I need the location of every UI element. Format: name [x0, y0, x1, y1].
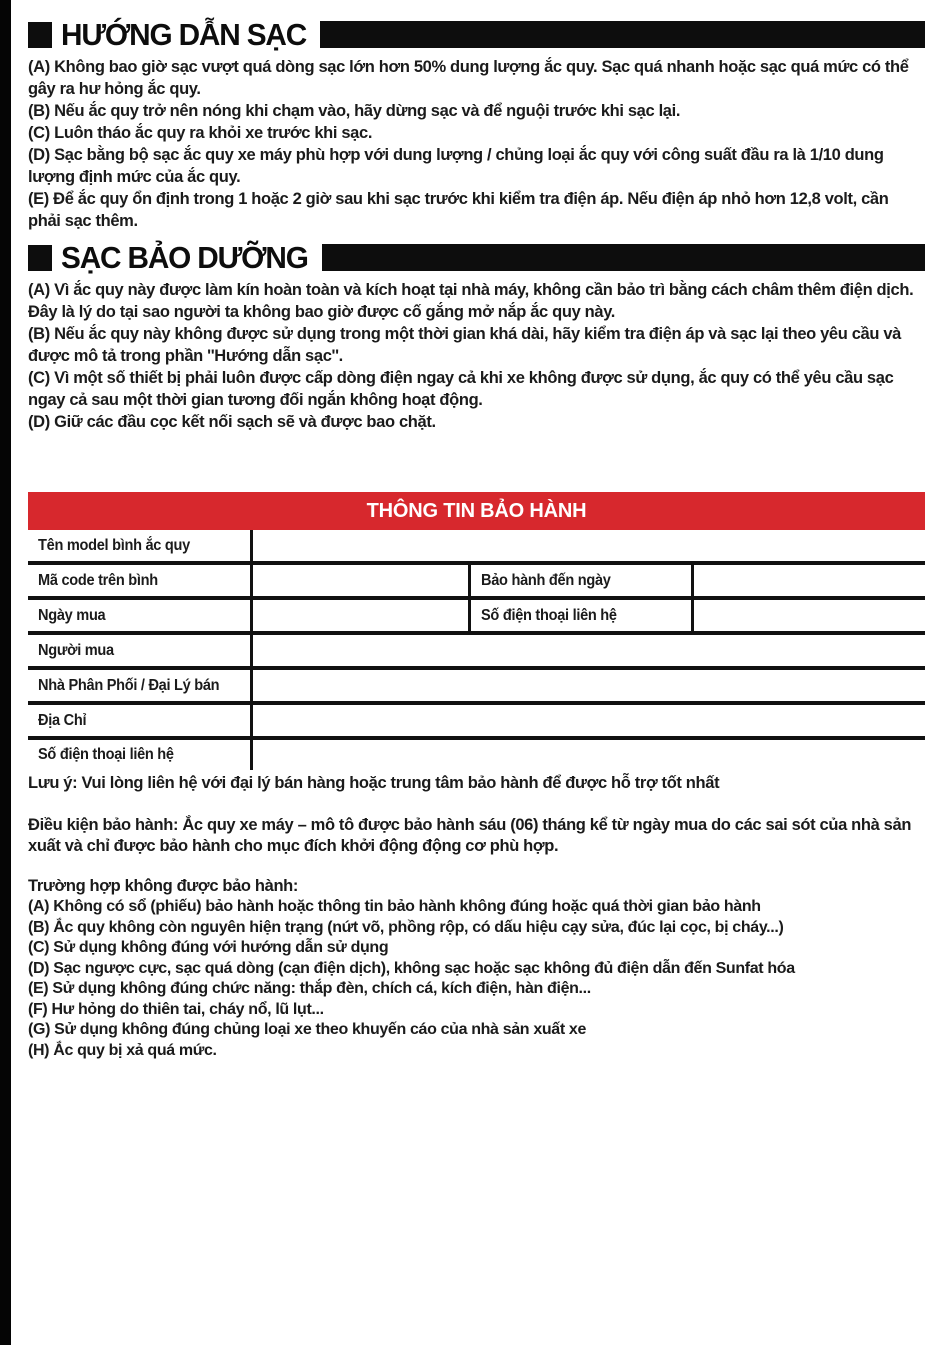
table-label-purchase-date: Ngày mua: [28, 600, 253, 631]
table-value-address: [253, 705, 925, 736]
paragraph-b: (B) Nếu ắc quy này không được sử dụng trong một thời gian khá dài, hãy kiểm tra điện áp và sạc lại theo yêu cầu và được mô tả trong phần ''Hướng dẫn sạc''.: [28, 325, 901, 365]
section-title-maintenance: SẠC BẢO DƯỠNG: [61, 240, 308, 275]
black-square-bullet-icon: [28, 22, 52, 48]
exclusions-list: [28, 897, 925, 1061]
paragraph-d: (D) Giữ các đầu cọc kết nối sạch sẽ và được bao chặt.: [28, 413, 436, 431]
table-label-model: Tên model bình ắc quy: [28, 530, 253, 561]
table-row-phone: [28, 740, 925, 770]
warranty-info-table: [28, 492, 925, 770]
table-row-code: [28, 565, 925, 600]
table-label-code: Mã code trên bình: [28, 565, 253, 596]
table-value-distributor: [253, 670, 925, 701]
table-row-purchase-date: [28, 600, 925, 635]
exclusion-item-d: (D) Sạc ngược cực, sạc quá dòng (cạn điện dịch), không sạc hoặc sạc không đủ điện dẫn đến Sunfat hóa: [28, 959, 795, 977]
exclusion-item-e: (E) Sử dụng không đúng chức năng: thắp đèn, chích cá, kích điện, hàn điện...: [28, 980, 591, 997]
scan-edge-strip: [0, 0, 11, 1345]
table-value-purchase-date: [253, 600, 471, 631]
black-square-bullet-icon: [28, 245, 52, 271]
exclusion-item-b: (B) Ắc quy không còn nguyên hiện trạng (nứt võ, phồng rộp, có dấu hiệu cạy sửa, đúc lại cọc, bị cháy...): [28, 918, 784, 936]
table-value-buyer: [253, 635, 925, 666]
maintenance-paragraphs: [28, 279, 925, 433]
exclusion-item-h: (H) Ắc quy bị xả quá mức.: [28, 1041, 217, 1059]
table-label-buyer: Người mua: [28, 635, 253, 666]
section-header-charging: [28, 17, 925, 52]
table-value-warranty-until: [694, 565, 925, 596]
table-label-contact-phone: Số điện thoại liên hệ: [471, 600, 694, 631]
warranty-table-header: THÔNG TIN BẢO HÀNH: [28, 492, 925, 530]
paragraph-c: (C) Luôn tháo ắc quy ra khỏi xe trước khi sạc.: [28, 124, 373, 142]
paragraph-a: (A) Vì ắc quy này được làm kín hoàn toàn và kích hoạt tại nhà máy, không cần bảo trì bằng cách châm thêm điện dịch. Đây là lý do tại sao người ta không bao giờ được cố gắng mở nắp ắc quy này.: [28, 281, 914, 321]
paragraph-d: (D) Sạc bằng bộ sạc ắc quy xe máy phù hợp với dung lượng / chủng loại ắc quy với công suất đầu ra là 1/10 dung lượng định mức của ắc quy.: [28, 146, 884, 186]
table-label-warranty-until: Bảo hành đến ngày: [471, 565, 694, 596]
charging-paragraphs: [28, 56, 925, 232]
table-value-phone: [253, 740, 925, 770]
exclusion-item-f: (F) Hư hỏng do thiên tai, cháy nổ, lũ lụt...: [28, 1000, 324, 1018]
section-header-maintenance: [28, 240, 925, 275]
section-title-charging: HƯỚNG DẪN SẠC: [61, 17, 307, 52]
exclusion-item-a: (A) Không có sổ (phiếu) bảo hành hoặc thông tin bảo hành không đúng hoặc quá thời gian bảo hành: [28, 898, 761, 915]
table-value-contact-phone: [694, 600, 925, 631]
section-maintenance-charging: [28, 240, 925, 433]
exclusions-title: Trường hợp không được bảo hành:: [28, 877, 299, 895]
table-label-address: Địa Chỉ: [28, 705, 253, 736]
exclusion-item-c: (C) Sử dụng không đúng với hướng dẫn sử dụng: [28, 939, 389, 956]
header-rule-bar: [322, 244, 925, 271]
exclusion-item-g: (G) Sử dụng không đúng chủng loại xe theo khuyến cáo của nhà sản xuất xe: [28, 1021, 587, 1038]
table-row-distributor: [28, 670, 925, 705]
table-label-distributor: Nhà Phân Phối / Đại Lý bán: [28, 670, 253, 701]
paragraph-a: (A) Không bao giờ sạc vượt quá dòng sạc lớn hơn 50% dung lượng ắc quy. Sạc quá nhanh hoặc sạc quá mức có thể gây ra hư hỏng ắc quy.: [28, 58, 909, 98]
table-row-address: [28, 705, 925, 740]
paragraph-b: (B) Nếu ắc quy trở nên nóng khi chạm vào, hãy dừng sạc và để nguội trước khi sạc lại.: [28, 102, 681, 120]
table-row-model: [28, 530, 925, 565]
table-label-phone: Số điện thoại liên hệ: [28, 740, 253, 770]
section-charging-guide: [28, 17, 925, 232]
header-rule-bar: [320, 21, 925, 48]
table-value-code: [253, 565, 471, 596]
table-row-buyer: [28, 635, 925, 670]
table-value-model: [253, 530, 925, 561]
document-content: [28, 0, 925, 1345]
paragraph-e: (E) Để ắc quy ổn định trong 1 hoặc 2 giờ sau khi sạc trước khi kiểm tra điện áp. Nếu điện áp nhỏ hơn 12,8 volt, cần phải sạc thêm.: [28, 190, 889, 230]
note-contact-support: Lưu ý: Vui lòng liên hệ với đại lý bán hàng hoặc trung tâm bảo hành để được hỗ trợ tốt nhất: [28, 774, 720, 792]
paragraph-c: (C) Vì một số thiết bị phải luôn được cấp dòng điện ngay cả khi xe không được sử dụng, ắc quy có thể yêu cầu sạc ngay cả sau một thời gian tương đối ngắn không hoạt động.: [28, 369, 894, 409]
note-warranty-conditions: Điều kiện bảo hành: Ắc quy xe máy – mô tô được bảo hành sáu (06) tháng kể từ ngày mua do các sai sót của nhà sản xuất và chỉ được bảo hành cho mục đích khởi động động cơ phù hợp.: [28, 816, 912, 855]
